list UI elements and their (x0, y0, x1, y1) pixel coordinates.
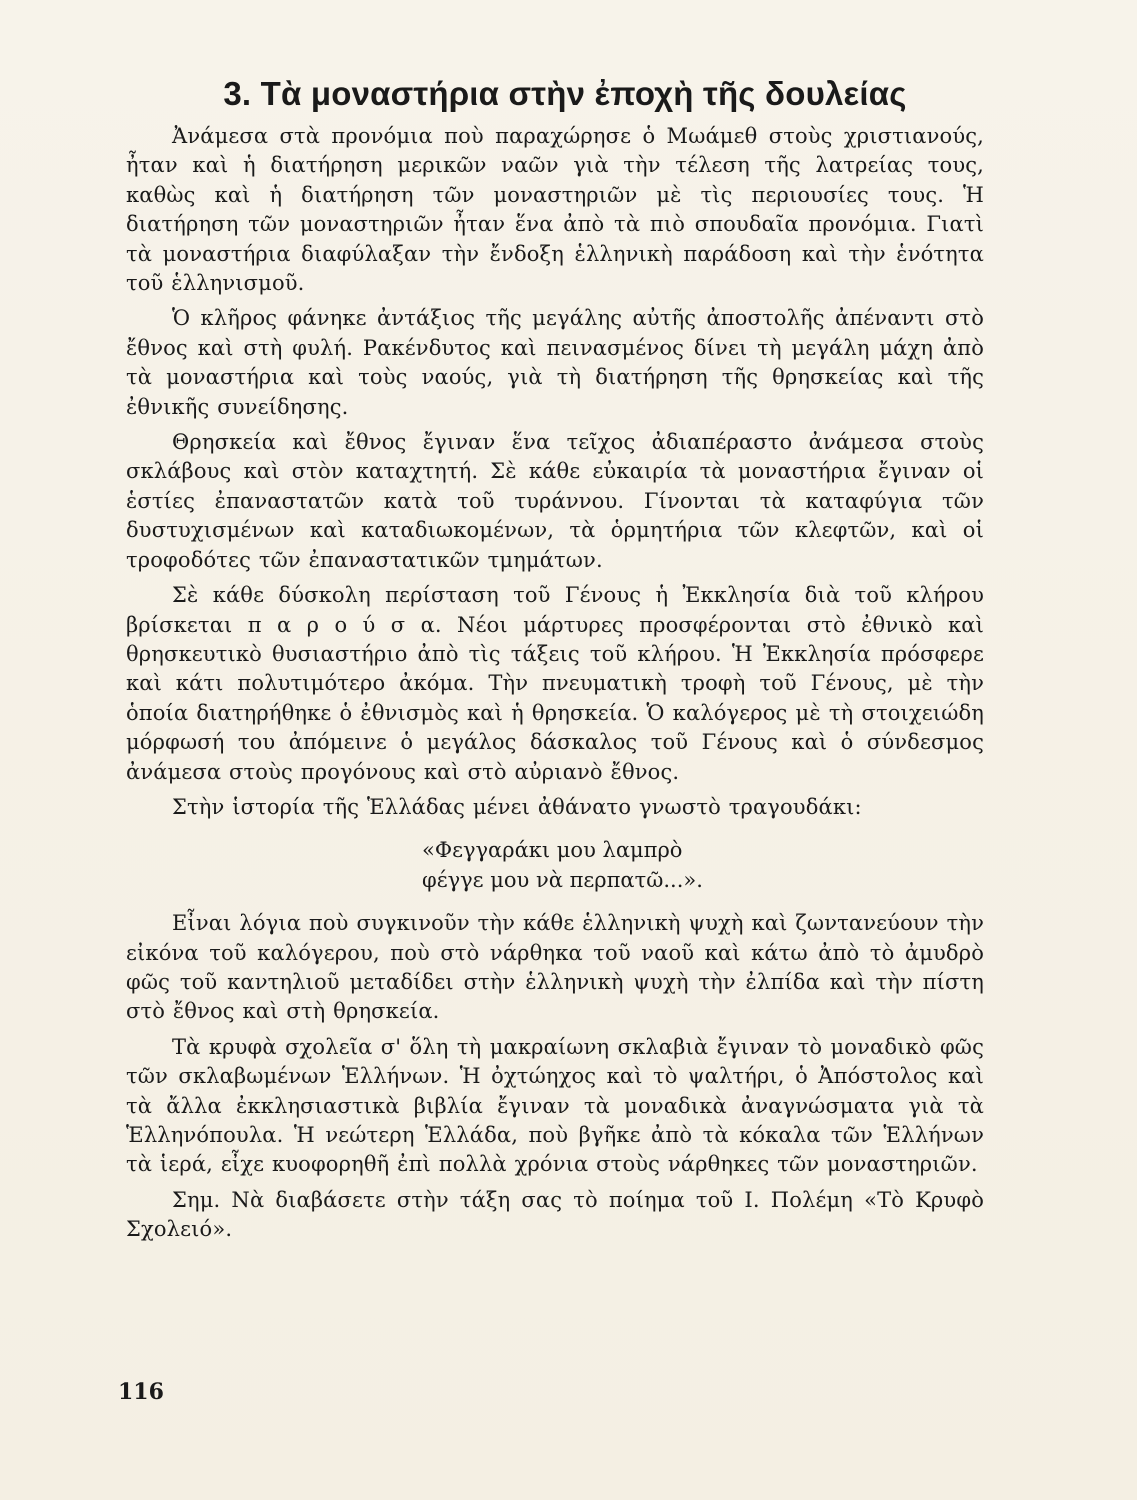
paragraph: Θρησκεία καὶ ἔθνος ἔγιναν ἕνα τεῖχος ἀδιαπέραστο ἀνάμεσα στοὺς σκλάβους καὶ στὸν καταχτητή. Σὲ κάθε εὐκαιρία τὰ μοναστήρια ἔγιναν οἱ ἑστίες ἐπαναστατῶν κατὰ τοῦ τυράννου. Γίνονται τὰ καταφύγια τῶν δυστυχισμένων καὶ καταδιωκομένων, τὰ ὁρμητήρια τῶν κλεφτῶν, καὶ οἱ τροφοδότες τῶν ἐπαναστατικῶν τμημάτων. (126, 430, 984, 572)
paragraph: Τὰ κρυφὰ σχολεῖα σ' ὅλη τὴ μακραίωνη σκλαβιὰ ἔγιναν τὸ μοναδικὸ φῶς τῶν σκλαβωμένων Ἑλλήνων. Ἡ ὀχτώηχος καὶ τὸ ψαλτήρι, ὁ Ἀπόστολος καὶ τὰ ἄλλα ἐκκλησιαστικὰ βιβλία ἔγιναν τὰ μοναδικὰ ἀναγνώσματα γιὰ τὰ Ἑλληνόπουλα. Ἡ νεώτερη Ἑλλάδα, ποὺ βγῆκε ἀπὸ τὰ κόκαλα τῶν Ἑλλήνων τὰ ἱερά, εἶχε κυοφορηθῆ ἐπὶ πολλὰ χρόνια στοὺς νάρθηκες τῶν μοναστηριῶν. (126, 1034, 984, 1177)
paragraph: Στὴν ἱστορία τῆς Ἑλλάδας μένει ἀθάνατο γνωστὸ τραγουδάκι: (172, 794, 862, 819)
song-line: «Φεγγαράκι μου λαμπρὸ (422, 838, 683, 863)
note-paragraph: Σημ. Νὰ διαβάσετε στὴν τάξη σας τὸ ποίημα τοῦ Ι. Πολέμη «Τὸ Κρυφὸ Σχολειό». (126, 1187, 984, 1242)
paragraph: Ἀνάμεσα στὰ προνόμια ποὺ παραχώρησε ὁ Μωάμεθ στοὺς χριστιανούς, ἦταν καὶ ἡ διατήρηση μερικῶν ναῶν γιὰ τὴν τέλεση τῆς λατρείας τους, καθὼς καὶ ἡ διατήρηση τῶν μοναστηριῶν μὲ τὶς περιουσίες τους. Ἡ διατήρηση τῶν μοναστηριῶν ἦταν ἕνα ἀπὸ τὰ πιὸ σπουδαῖα προνόμια. Γιατὶ τὰ μοναστήρια διαφύλαξαν τὴν ἔνδοξη ἑλληνικὴ παράδοση καὶ τὴν ἑνότητα τοῦ ἑλληνισμοῦ. (126, 124, 984, 296)
paragraph: Σὲ κάθε δύσκολη περίσταση τοῦ Γένους ἡ Ἐκκλησία διὰ τοῦ κλήρου βρίσκεται π α ρ ο ύ σ α. Νέοι μάρτυρες προσφέρονται στὸ ἐθνικὸ καὶ θρησκευτικὸ θυσιαστήριο ἀπὸ τὶς τάξεις τοῦ κλήρου. Ἡ Ἐκκλησία πρόσφερε καὶ κάτι πολυτιμότερο ἀκόμα. Τὴν πνευματικὴ τροφὴ τοῦ Γένους, μὲ τὴν ὁποία διατηρήθηκε ὁ ἐθνισμὸς καὶ ἡ θρησκεία. Ὁ καλόγερος μὲ τὴ στοιχειώδη μόρφωσή του ἀπόμεινε ὁ μεγάλος δάσκαλος τοῦ Γένους καὶ ὁ σύνδεσμος ἀνάμεσα στοὺς προγόνους καὶ στὸ αὐριανὸ ἔθνος. (126, 583, 984, 784)
song-line: φέγγε μου νὰ περπατῶ...». (422, 867, 703, 892)
page-title: 3. Τὰ μοναστήρια στὴν ἐποχὴ τῆς δουλείας (223, 75, 907, 112)
page-content (126, 72, 984, 1251)
paragraph: Εἶναι λόγια ποὺ συγκινοῦν τὴν κάθε ἑλληνικὴ ψυχὴ καὶ ζωντανεύουν τὴν εἰκόνα τοῦ καλόγερου, ποὺ στὸ νάρθηκα τοῦ ναοῦ καὶ κάτω ἀπὸ τὸ ἀμυδρὸ φῶς τοῦ καντηλιοῦ μεταδίδει στὴν ἑλληνικὴ ψυχὴ τὴν ἐλπίδα καὶ τὴν πίστη στὸ ἔθνος καὶ στὴ θρησκεία. (126, 911, 984, 1024)
paragraph: Ὁ κλῆρος φάνηκε ἀντάξιος τῆς μεγάλης αὐτῆς ἀποστολῆς ἀπέναντι στὸ ἔθνος καὶ στὴ φυλή. Ρακένδυτος καὶ πεινασμένος δίνει τὴ μεγάλη μάχη ἀπὸ τὰ μοναστήρια καὶ τοὺς ναούς, γιὰ τὴ διατήρηση τῆς θρησκείας καὶ τῆς ἐθνικῆς συνείδησης. (126, 306, 984, 419)
page-number: 116 (118, 1379, 164, 1405)
song-quote (126, 836, 984, 895)
